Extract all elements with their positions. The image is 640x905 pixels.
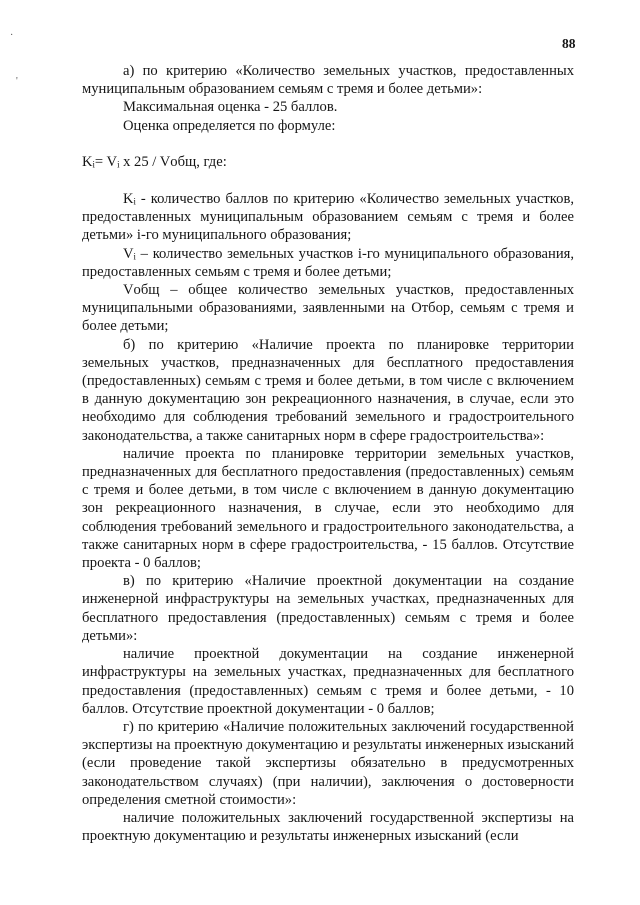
paragraph-criterion-g: г) по критерию «Наличие положительных заключений государственной экспертизы на проектную документацию и результаты инженерных изысканий (если проведение такой экспертизы обязательно в предусмотренных законодательством случаях) (при наличии), заключения о достоверности определения сметной стоимости»: [82,718,574,808]
paragraph-formula-intro: Оценка определяется по формуле: [123,117,336,134]
scan-artifact-mark: · [10,30,14,41]
paragraph-criterion-a: а) по критерию «Количество земельных участков, предоставленных муниципальным образованием семьям с тремя и более детьми»: [82,63,574,98]
paragraph-criterion-g-scoring: наличие положительных заключений государственной экспертизы на проектную документацию и результаты инженерных изысканий (если [82,809,574,845]
page-number: 88 [562,36,576,51]
paragraph-vi-definition: Vᵢ – количество земельных участков i-го муниципального образования, предоставленных семьям с тремя и более детьми; [82,245,574,280]
paragraph-criterion-v-scoring: наличие проектной документации на создание инженерной инфраструктуры на земельных участках, предназначенных для бесплатного предоставления (предоставленных) семьям с тремя и более детьми, - 10 баллов. Отсутствие проектной документации - 0 баллов; [82,646,574,717]
paragraph-max-score: Максимальная оценка - 25 баллов. [123,99,338,116]
paragraph-ki-definition: Kᵢ - количество баллов по критерию «Количество земельных участков, предоставленных муниципальным образованием семьям с тремя и более детьми» i-го муниципального образования; [82,191,574,244]
paragraph-vtotal-definition: Vобщ – общее количество земельных участков, предоставленных муниципальными образованиями, заявленными на Отбор, семьям с тремя и более детьми; [82,282,574,335]
formula: Kᵢ= Vᵢ x 25 / Vобщ, где: [82,153,227,170]
paragraph-criterion-b: б) по критерию «Наличие проекта по планировке территории земельных участков, предназначенных для бесплатного предоставления (предоставленных) семьям с тремя и более детьми, в том числе с включением в данную документацию зон рекреационного назначения, в случае, если это необходимо для соблюдения требований земельного и градостроительного законодательства, а также санитарных норм в сфере градостроительства»: [82,336,574,444]
scan-artifact-mark: ' [16,76,18,87]
paragraph-criterion-v: в) по критерию «Наличие проектной документации на создание инженерной инфраструктуры на земельных участках, предназначенных для бесплатного предоставления (предоставленных) семьям с тремя и более детьми»: [82,573,574,644]
paragraph-criterion-b-scoring: наличие проекта по планировке территории земельных участков, предназначенных для бесплатного предоставления (предоставленных) семьям с тремя и более детьми, в том числе с включением в данную документацию зон рекреационного назначения, в случае, если это необходимо для соблюдения требований земельного и градостроительного законодательства, а также санитарных норм в сфере градостроительства, - 15 баллов. Отсутствие проекта - 0 баллов; [82,445,574,572]
document-body [82,62,574,845]
